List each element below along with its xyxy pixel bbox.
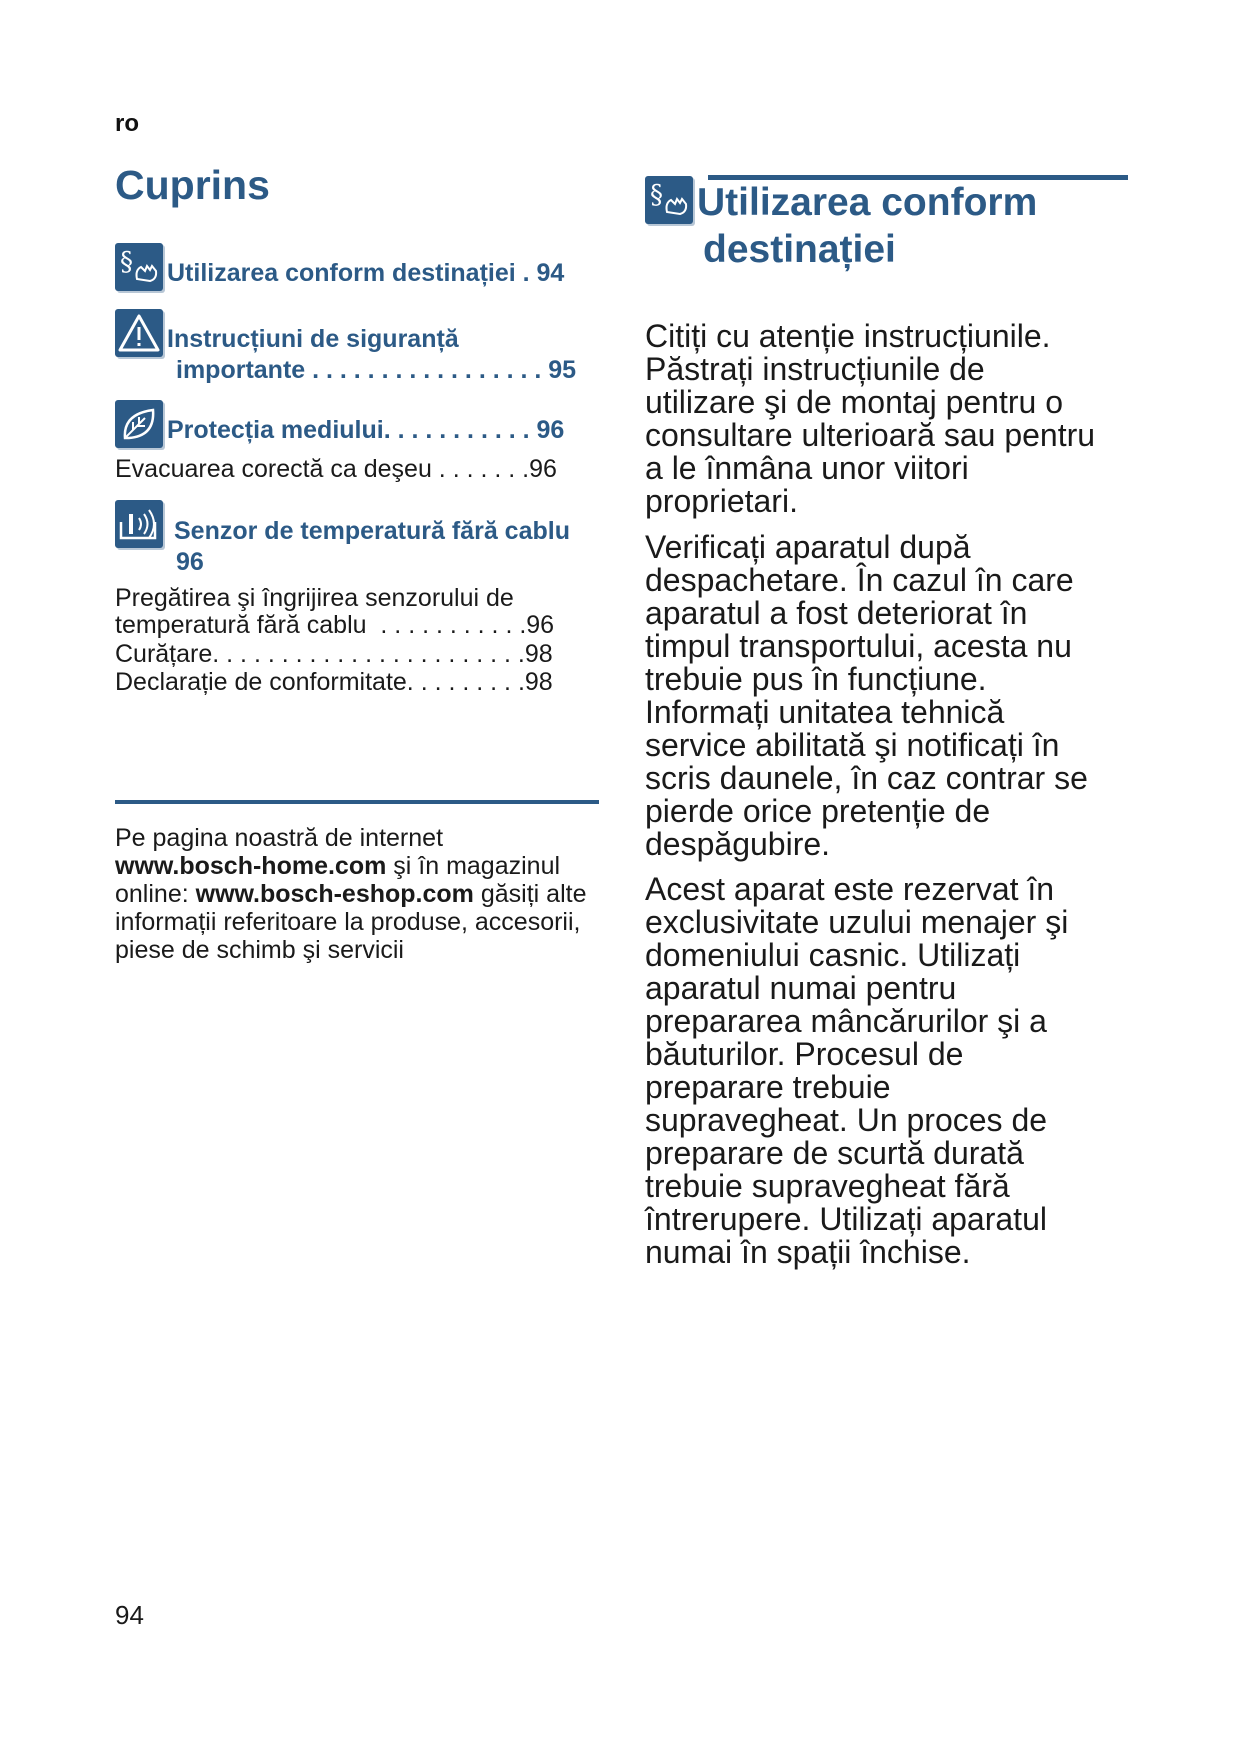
text-line: domeniului casnic. Utilizați [645,937,1021,973]
toc-entry-environment[interactable]: Protecția mediului. . . . . . . . . . . 96 [167,416,565,444]
toc-entry-safety-page[interactable]: importante . . . . . . . . . . . . . . . . . 95 [176,356,577,384]
toc-subentry-conformity[interactable]: Declarație de conformitate. . . . . . . . .98 [115,668,553,696]
page-number: 94 [115,1600,144,1630]
toc-subentry-disposal[interactable]: Evacuarea corectă ca deşeu . . . . . . .96 [115,455,557,483]
text-line: utilizare şi de montaj pentru o [645,384,1063,420]
toc-entry-intended-use[interactable]: Utilizarea conform destinației . 94 [167,259,565,287]
section-title-line-2: destinației [703,228,896,271]
paragraph-hand-icon [645,176,693,224]
text-line: întrerupere. Utilizați aparatul [645,1201,1047,1237]
leaf-icon [115,400,163,448]
text-line: Verificați aparatul după [645,529,971,565]
text-line: scris daunele, în caz contrar se [645,760,1088,796]
divider-rule [115,800,599,804]
text-line: prepararea mâncărurilor şi a [645,1003,1047,1039]
body-paragraph-2 [645,531,1145,861]
text-line: Informați unitatea tehnică [645,694,1005,730]
text-line: aparatul numai pentru [645,970,957,1006]
web-info-text-1: Pe pagina noastră de internet [115,824,444,852]
text-line: despachetare. În cazul în care [645,562,1074,598]
text-line: Acest aparat este rezervat în [645,871,1055,907]
web-info-text-3: găsiți alte informații referitoare la produse, accesorii, piese de schimb şi servicii [115,880,587,964]
bosch-home-link[interactable]: www.bosch-home.com [115,852,387,880]
warning-triangle-icon [115,309,163,357]
text-line: preparare trebuie [645,1069,891,1105]
text-line: Păstrați instrucțiunile de [645,351,985,387]
text-line: Citiți cu atenție instrucțiunile. [645,318,1051,354]
body-paragraph-1 [645,320,1145,518]
text-line: numai în spații închise. [645,1234,971,1270]
toc-subentry-cleaning[interactable]: Curățare. . . . . . . . . . . . . . . . . . . . . . .98 [115,640,553,668]
web-info-text-2: şi în magazinul online: [115,852,561,908]
svg-text:§: § [650,180,663,210]
paragraph-hand-icon [115,243,163,291]
text-line: trebuie pus în funcțiune. [645,661,987,697]
text-line: băuturilor. Procesul de [645,1036,964,1072]
text-line: a le înmâna unor viitori [645,450,969,486]
text-line: pierde orice pretenție de [645,793,991,829]
heading-rule [708,175,1128,180]
text-line: trebuie supravegheat fără [645,1168,1010,1204]
text-line: proprietari. [645,483,798,519]
wireless-sensor-icon [115,500,163,548]
text-line: consultare ulterioară sau pentru [645,417,1096,453]
bosch-eshop-link[interactable]: www.bosch-eshop.com [195,880,474,908]
text-line: service abilitată şi notificați în [645,727,1060,763]
toc-entry-wireless-sensor-page[interactable]: 96 [176,548,204,576]
toc-title: Cuprins [115,162,270,208]
text-line: aparatul a fost deteriorat în [645,595,1028,631]
toc-entry-wireless-sensor[interactable]: Senzor de temperatură fără cablu [174,517,570,545]
body-paragraph-3 [645,873,1145,1269]
text-line: exclusivitate uzului menajer şi [645,904,1069,940]
text-line: supravegheat. Un proces de [645,1102,1048,1138]
text-line: preparare de scurtă durată [645,1135,1024,1171]
text-line: despăgubire. [645,826,831,862]
language-code: ro [115,110,139,137]
section-title-line-1: Utilizarea conform [697,181,1038,224]
toc-subentry-sensor-care-page[interactable]: temperatură fără cablu . . . . . . . . . . .96 [115,611,555,639]
toc-subentry-sensor-care[interactable]: Pregătirea şi îngrijirea senzorului de [115,584,514,612]
text-line: timpul transportului, acesta nu [645,628,1072,664]
svg-text:§: § [120,247,133,277]
web-info-paragraph [115,824,605,964]
toc-entry-safety[interactable]: Instrucțiuni de siguranță [167,325,459,353]
